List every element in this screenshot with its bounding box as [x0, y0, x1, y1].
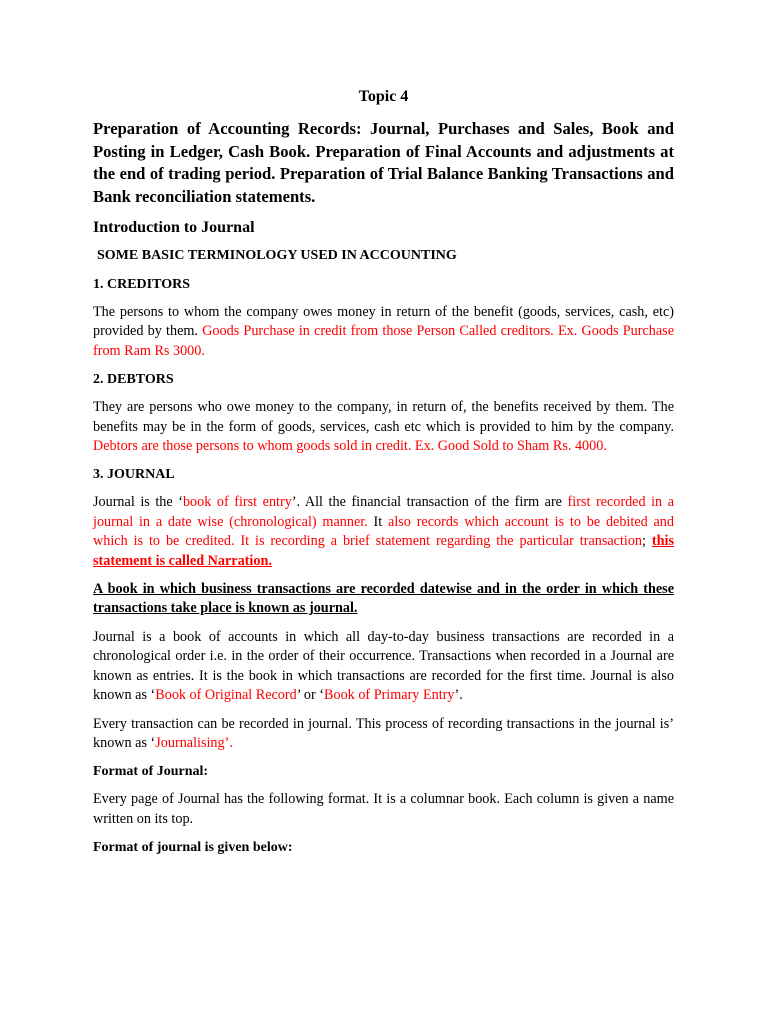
- journal-p1-r1: book of first entry: [182, 494, 292, 511]
- creditors-heading: 1. CREDITORS: [93, 277, 190, 292]
- topic-title: Topic 4: [358, 88, 409, 105]
- journal-p2-r1: Book of Original Record: [155, 687, 297, 704]
- creditors-paragraph: [93, 303, 674, 361]
- journal-p1-t4: ;: [642, 533, 652, 550]
- debtors-paragraph: [93, 398, 674, 456]
- journal-p1-t2: ’. All the financial transaction of the firm are: [291, 494, 568, 511]
- format-heading: Format of Journal:: [93, 764, 209, 780]
- format-paragraph: Every page of Journal has the following format. It is a columnar book. Each column is given a name written on its top.: [93, 791, 674, 827]
- journal-paragraph-2: [93, 628, 674, 706]
- main-heading: Preparation of Accounting Records: Journal, Purchases and Sales, Book and Posting in Ledger, Cash Book. Preparation of Final Accounts and adjustments at the end of trading period. Preparation of Trial Balance Banking Transactions and Bank reconciliation statements.: [93, 119, 674, 206]
- intro-heading: Introduction to Journal: [93, 219, 255, 236]
- journal-p3-r1: Journalising’.: [155, 734, 233, 751]
- journal-p2-t3: ’.: [454, 687, 463, 704]
- journal-p1-t3: It: [367, 513, 389, 530]
- debtors-heading: 2. DEBTORS: [93, 372, 174, 388]
- journal-paragraph-1: [93, 493, 674, 571]
- narration-statement: this statement is called Narration.: [93, 533, 674, 569]
- journal-p1-r2: first recorded in a journal in a date wise (chronological) manner.: [93, 494, 675, 530]
- creditors-text: The persons to whom the company owes money in return of the benefit (goods, services, cash, etc) provided by them.: [93, 304, 674, 340]
- creditors-highlight: Goods Purchase in credit from those Person Called creditors. Ex. Goods Purchase from Ram Rs 3000.: [93, 323, 674, 359]
- terminology-heading: SOME BASIC TERMINOLOGY USED IN ACCOUNTING: [97, 248, 457, 263]
- journal-p1-t1: Journal is the ‘: [93, 494, 183, 511]
- document-page: [93, 86, 674, 866]
- journal-p3-t1: Every transaction can be recorded in journal. This process of recording transactions in the journal is’ known as ‘: [93, 715, 674, 751]
- journal-paragraph-3: [93, 715, 674, 754]
- journal-p2-r2: Book of Primary Entry: [324, 687, 455, 704]
- journal-definition: A book in which business transactions are recorded datewise and in the order in which these transactions take place is known as journal.: [93, 581, 674, 617]
- debtors-highlight: Debtors are those persons to whom goods sold in credit. Ex. Good Sold to Sham Rs. 4000.: [93, 438, 607, 455]
- journal-heading: 3. JOURNAL: [93, 467, 175, 483]
- debtors-text: They are persons who owe money to the company, in return of, the benefits received by them. The benefits may be in the form of goods, services, cash etc which is provided to him by the company.: [93, 399, 674, 435]
- journal-p1-r3: also records which account is to be debited and which is to be credited. It is recording a brief statement regarding the particular transaction: [93, 513, 674, 550]
- journal-p2-t2: ’ or ‘: [296, 687, 325, 704]
- format-below-heading: Format of journal is given below:: [93, 840, 293, 856]
- journal-p2-t1: Journal is a book of accounts in which all day-to-day business transactions are recorded in a chronological order i.e. in the order of their occurrence. Transactions when recorded in a Journal are known as entries. It is the book in which transactions are recorded for the first time. Journal is also known as ‘: [93, 628, 674, 704]
